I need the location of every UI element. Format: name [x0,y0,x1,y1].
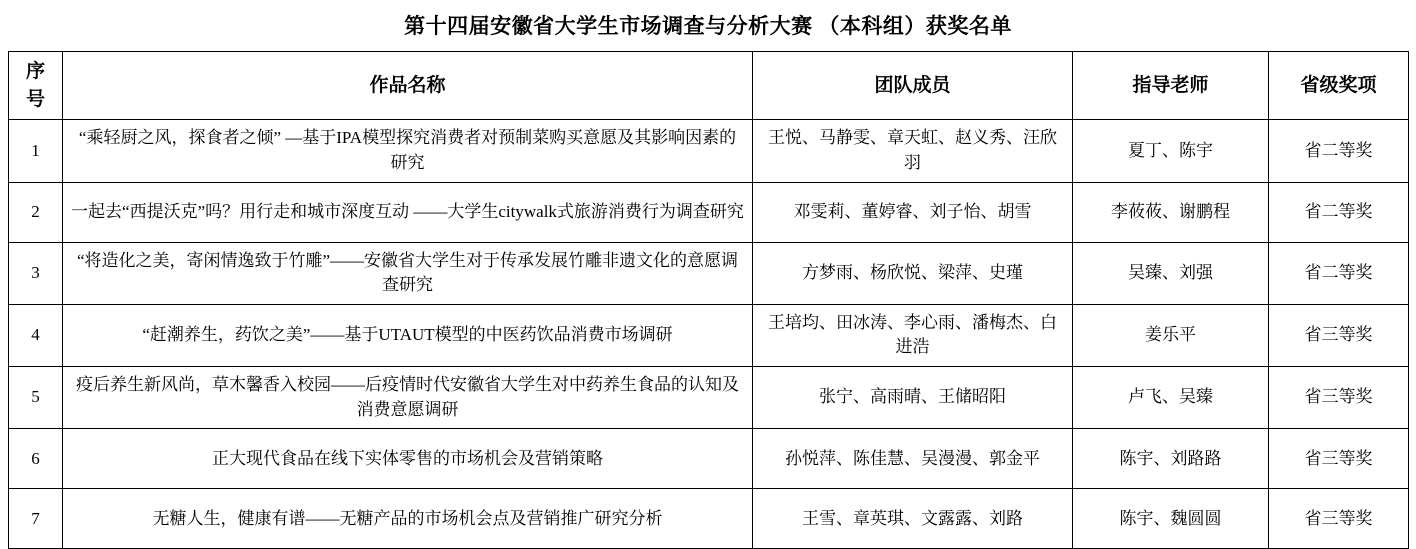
column-header-advisors: 指导老师 [1073,52,1269,120]
cell-provincial-award: 省二等奖 [1269,242,1409,304]
table-row [9,120,1409,182]
table-row [9,182,1409,242]
column-header-index: 序号 [9,52,63,120]
cell-provincial-award: 省三等奖 [1269,429,1409,489]
column-header-provincial-award: 省级奖项 [1269,52,1409,120]
table-row [9,367,1409,429]
page-title: 第十四届安徽省大学生市场调查与分析大赛 （本科组）获奖名单 [404,14,1012,38]
cell-index: 2 [9,182,63,242]
table-header-row [9,52,1409,120]
cell-index: 5 [9,367,63,429]
cell-provincial-award: 省三等奖 [1269,304,1409,366]
table-body [9,120,1409,549]
cell-work-title: 疫后养生新风尚，草木馨香入校园——后疫情时代安徽省大学生对中药养生食品的认知及消费意愿调研 [63,367,753,429]
cell-index: 4 [9,304,63,366]
cell-team-members: 王悦、马静雯、章天虹、赵义秀、汪欣羽 [753,120,1073,182]
column-header-work-title: 作品名称 [63,52,753,120]
cell-advisors: 夏丁、陈宇 [1073,120,1269,182]
award-list-table [8,51,1409,549]
cell-advisors: 卢飞、吴臻 [1073,367,1269,429]
cell-work-title: 一起去“西提沃克”吗？用行走和城市深度互动 ——大学生citywalk式旅游消费行为调查研究 [63,182,753,242]
cell-work-title: “乘轻厨之风，探食者之倾” —基于IPA模型探究消费者对预制菜购买意愿及其影响因素的研究 [63,120,753,182]
cell-advisors: 姜乐平 [1073,304,1269,366]
cell-index: 3 [9,242,63,304]
cell-provincial-award: 省三等奖 [1269,489,1409,549]
cell-index: 7 [9,489,63,549]
cell-provincial-award: 省二等奖 [1269,182,1409,242]
cell-index: 1 [9,120,63,182]
cell-team-members: 孙悦萍、陈佳慧、吴漫漫、郭金平 [753,429,1073,489]
column-header-team-members: 团队成员 [753,52,1073,120]
table-row [9,489,1409,549]
cell-advisors: 陈宇、魏圆圆 [1073,489,1269,549]
cell-provincial-award: 省二等奖 [1269,120,1409,182]
cell-work-title: 无糖人生，健康有谱——无糖产品的市场机会点及营销推广研究分析 [63,489,753,549]
cell-index: 6 [9,429,63,489]
table-row [9,429,1409,489]
cell-advisors: 吴臻、刘强 [1073,242,1269,304]
cell-team-members: 王培均、田冰涛、李心雨、潘梅杰、白进浩 [753,304,1073,366]
table-header [9,52,1409,120]
cell-team-members: 方梦雨、杨欣悦、梁萍、史瑾 [753,242,1073,304]
cell-provincial-award: 省三等奖 [1269,367,1409,429]
cell-team-members: 邓雯莉、董婷睿、刘子怡、胡雪 [753,182,1073,242]
cell-team-members: 王雪、章英琪、文露露、刘路 [753,489,1073,549]
cell-advisors: 李莜莜、谢鹏程 [1073,182,1269,242]
cell-work-title: “赶潮养生，药饮之美”——基于UTAUT模型的中医药饮品消费市场调研 [63,304,753,366]
cell-team-members: 张宁、高雨晴、王储昭阳 [753,367,1073,429]
cell-work-title: “将造化之美，寄闲情逸致于竹雕”——安徽省大学生对于传承发展竹雕非遗文化的意愿调查研究 [63,242,753,304]
cell-work-title: 正大现代食品在线下实体零售的市场机会及营销策略 [63,429,753,489]
table-row [9,242,1409,304]
table-row [9,304,1409,366]
cell-advisors: 陈宇、刘路路 [1073,429,1269,489]
